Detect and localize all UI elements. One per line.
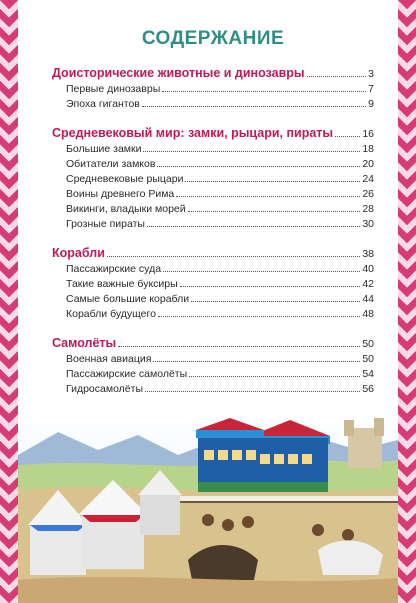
toc-entry[interactable] bbox=[52, 277, 374, 292]
toc-entry-label: Обитатели замков bbox=[66, 158, 156, 170]
dot-leader bbox=[158, 316, 360, 317]
page-number: 44 bbox=[362, 293, 374, 305]
page-number: 3 bbox=[368, 68, 374, 80]
toc-entry-label: Первые динозавры bbox=[66, 83, 161, 95]
toc-entry-label: Воины древнего Рима bbox=[66, 188, 175, 200]
dot-leader bbox=[162, 91, 366, 92]
toc-entry[interactable] bbox=[52, 217, 374, 232]
medieval-tournament-illustration bbox=[18, 410, 398, 603]
toc-section-heading-label: Средневековый мир: замки, рыцари, пираты bbox=[52, 126, 334, 140]
toc-entry-label: Пассажирские самолёты bbox=[66, 368, 188, 380]
dot-leader bbox=[153, 361, 360, 362]
toc-entry[interactable] bbox=[52, 157, 374, 172]
page-number: 28 bbox=[362, 203, 374, 215]
toc-entry[interactable] bbox=[52, 352, 374, 367]
page-number: 50 bbox=[362, 338, 374, 350]
toc-entry[interactable] bbox=[52, 292, 374, 307]
toc-entry-label: Пассажирские суда bbox=[66, 263, 162, 275]
toc-entry[interactable] bbox=[52, 262, 374, 277]
toc-entry[interactable] bbox=[52, 172, 374, 187]
toc-entry-label: Викинги, владыки морей bbox=[66, 203, 186, 215]
dot-leader bbox=[189, 376, 360, 377]
toc-section-heading-label: Корабли bbox=[52, 246, 105, 260]
page-number: 30 bbox=[362, 218, 374, 230]
page-number: 56 bbox=[362, 383, 374, 395]
page-number: 42 bbox=[362, 278, 374, 290]
page-number: 54 bbox=[362, 368, 374, 380]
dot-leader bbox=[185, 181, 360, 182]
dot-leader bbox=[142, 106, 366, 107]
toc-entry-label: Военная авиация bbox=[66, 353, 152, 365]
dot-leader bbox=[335, 136, 360, 137]
dot-leader bbox=[143, 151, 360, 152]
page-number: 38 bbox=[362, 248, 374, 260]
toc-entry[interactable] bbox=[52, 202, 374, 217]
decorative-border-left bbox=[0, 0, 18, 603]
dot-leader bbox=[188, 211, 361, 212]
page-number: 24 bbox=[362, 173, 374, 185]
page-number: 20 bbox=[362, 158, 374, 170]
page-number: 16 bbox=[362, 128, 374, 140]
toc-section-heading[interactable] bbox=[52, 65, 374, 82]
page-number: 26 bbox=[362, 188, 374, 200]
toc-entry-label: Такие важные буксиры bbox=[66, 278, 178, 290]
toc-section-heading-label: Доисторические животные и динозавры bbox=[52, 66, 305, 80]
page-title: СОДЕРЖАНИЕ bbox=[141, 28, 285, 49]
toc-section bbox=[52, 65, 374, 112]
page-number: 40 bbox=[362, 263, 374, 275]
toc-entry[interactable] bbox=[52, 187, 374, 202]
toc-entry-label: Корабли будущего bbox=[66, 308, 156, 320]
toc-entry[interactable] bbox=[52, 82, 374, 97]
page-number: 50 bbox=[362, 353, 374, 365]
toc-list bbox=[52, 65, 374, 442]
toc-entry-label: Самые большие корабли bbox=[66, 293, 190, 305]
page-number: 9 bbox=[368, 98, 374, 110]
page-number: 7 bbox=[368, 83, 374, 95]
toc-section-heading[interactable] bbox=[52, 245, 374, 262]
dot-leader bbox=[157, 166, 360, 167]
dot-leader bbox=[145, 391, 360, 392]
page-number: 18 bbox=[362, 143, 374, 155]
toc-entry-label: Грозные пираты bbox=[66, 218, 145, 230]
table-of-contents bbox=[52, 28, 374, 455]
dot-leader bbox=[147, 226, 360, 227]
toc-entry[interactable] bbox=[52, 97, 374, 112]
toc-entry[interactable] bbox=[52, 382, 374, 397]
page-number: 48 bbox=[362, 308, 374, 320]
decorative-border-right bbox=[398, 0, 416, 603]
toc-section bbox=[52, 245, 374, 322]
dot-leader bbox=[163, 271, 360, 272]
dot-leader bbox=[176, 196, 360, 197]
toc-entry-label: Эпоха гигантов bbox=[66, 98, 140, 110]
toc-entry[interactable] bbox=[52, 367, 374, 382]
toc-section-heading[interactable] bbox=[52, 335, 374, 352]
dot-leader bbox=[118, 346, 360, 347]
dot-leader bbox=[191, 301, 360, 302]
dot-leader bbox=[180, 286, 361, 287]
toc-entry[interactable] bbox=[52, 142, 374, 157]
toc-entry-label: Гидросамолёты bbox=[66, 383, 144, 395]
toc-entry[interactable] bbox=[52, 307, 374, 322]
toc-section-heading[interactable] bbox=[52, 125, 374, 142]
toc-entry-label: Средневековые рыцари bbox=[66, 173, 184, 185]
dot-leader bbox=[107, 256, 360, 257]
dot-leader bbox=[307, 76, 367, 77]
toc-entry-label: Большие замки bbox=[66, 143, 142, 155]
toc-section bbox=[52, 125, 374, 232]
toc-section bbox=[52, 335, 374, 397]
toc-section-heading-label: Самолёты bbox=[52, 336, 117, 350]
